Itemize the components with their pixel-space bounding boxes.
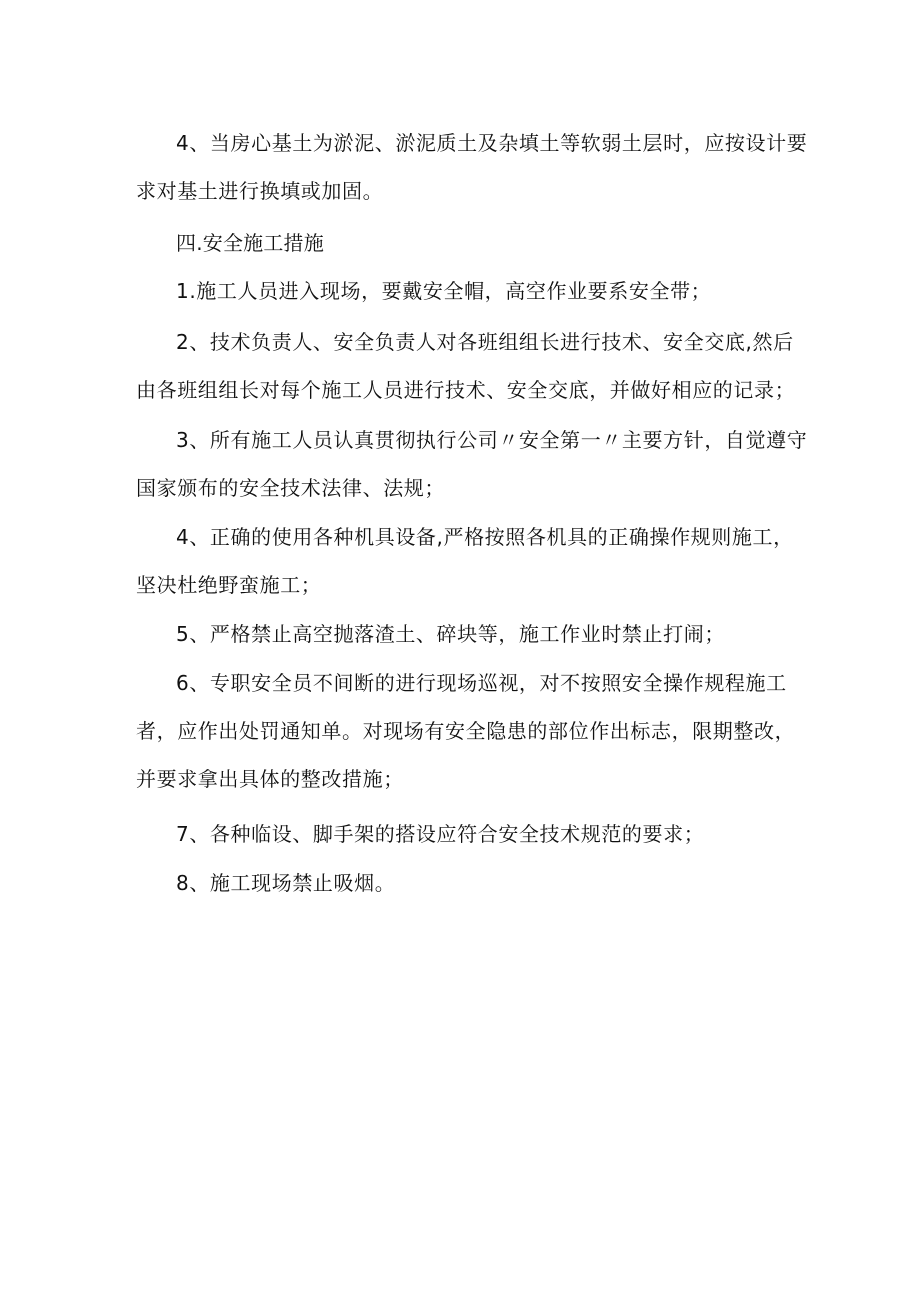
- item-6-line-2: 者，应作出处罚通知单。对现场有安全隐患的部位作出标志，限期整改，: [136, 719, 796, 743]
- paragraph-4-line-1: 4、当房心基土为淤泥、淤泥质土及杂填土等软弱土层时，应按设计要: [176, 131, 808, 155]
- item-4-line-1: 4、正确的使用各种机具设备,严格按照各机具的正确操作规则施工，: [176, 525, 794, 549]
- item-6-line-3: 并要求拿出具体的整改措施；: [136, 767, 404, 791]
- section-heading: 四.安全施工措施: [176, 231, 324, 255]
- item-4-line-2: 坚决杜绝野蛮施工；: [136, 573, 322, 597]
- item-8-line-1: 8、施工现场禁止吸烟。: [176, 871, 396, 895]
- item-1-line-1: 1.施工人员进入现场，要戴安全帽，高空作业要系安全带；: [176, 279, 712, 303]
- item-3-line-1: 3、所有施工人员认真贯彻执行公司〃安全第一〃主要方针，自觉遵守: [176, 428, 808, 452]
- item-2-line-1: 2、技术负责人、安全负责人对各班组组长进行技术、安全交底,然后: [176, 330, 794, 354]
- item-5-line-1: 5、严格禁止高空抛落渣土、碎块等，施工作业时禁止打闹；: [176, 622, 725, 646]
- item-7-line-1: 7、各种临设、脚手架的搭设应符合安全技术规范的要求；: [176, 822, 705, 846]
- item-6-line-1: 6、专职安全员不间断的进行现场巡视，对不按照安全操作规程施工: [176, 671, 787, 695]
- paragraph-4-line-2: 求对基土进行换填或加固。: [136, 179, 384, 203]
- item-3-line-2: 国家颁布的安全技术法律、法规；: [136, 476, 445, 500]
- item-2-line-2: 由各班组组长对每个施工人员进行技术、安全交底，并做好相应的记录；: [136, 378, 796, 402]
